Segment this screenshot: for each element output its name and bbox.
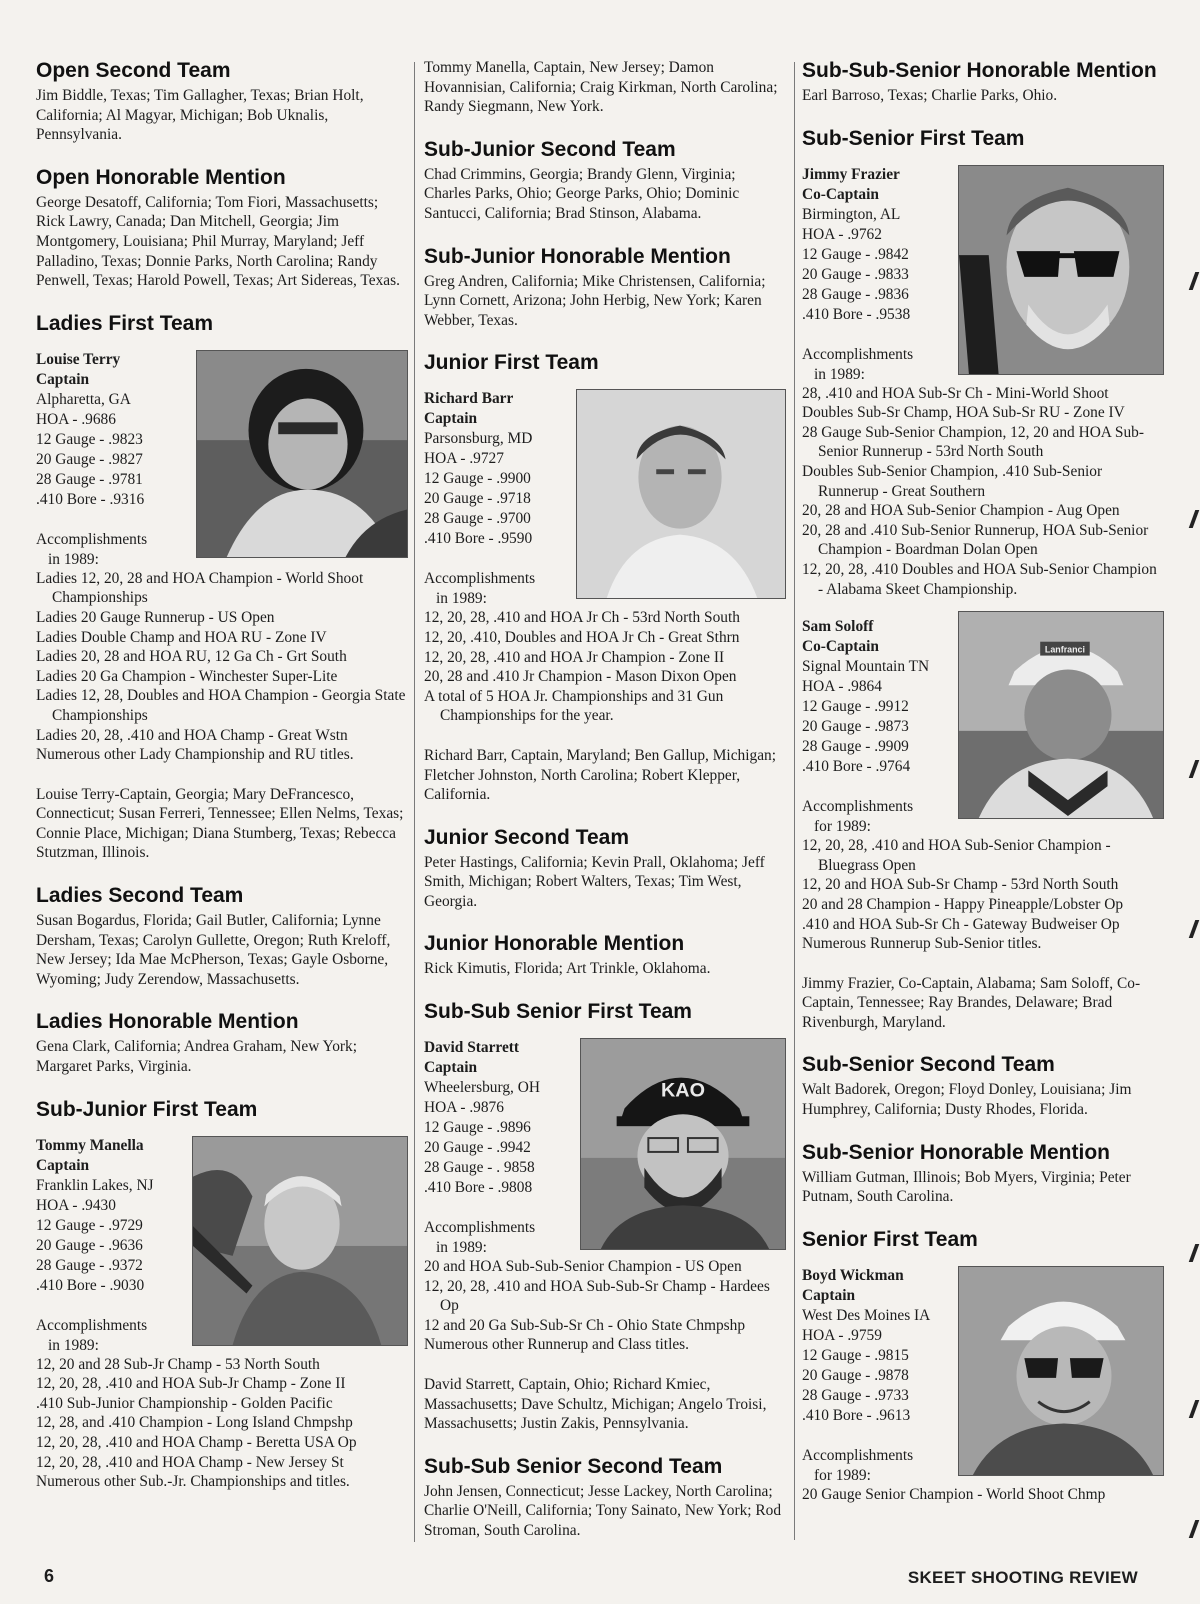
captain-photo [192, 1136, 408, 1346]
score-line: HOA - .9686 [36, 410, 116, 428]
section-sub-sub-senior-honorable-mention [802, 58, 1164, 106]
captain-name: Richard Barr [424, 390, 514, 408]
section-heading: Junior Second Team [424, 825, 629, 849]
section-sub-sub-senior-first-team [424, 999, 786, 1434]
section-sub-junior-honorable-mention [424, 244, 786, 331]
section-sub-junior-first-team [36, 1097, 408, 1492]
score-line: 28 Gauge - .9700 [424, 510, 531, 528]
accomplishment-item: 28 Gauge Sub-Senior Champion, 12, 20 and HOA Sub-Senior Runnerup - 53rd North South [802, 423, 1144, 461]
accomplishment-item: A total of 5 HOA Jr. Championships and 31 Gun Championships for the year. [424, 687, 724, 725]
section-sub-sub-senior-second-team [424, 1454, 786, 1541]
captain-role: Captain [802, 1286, 856, 1304]
hometown: Franklin Lakes, NJ [36, 1176, 154, 1194]
score-line: 20 Gauge - .9942 [424, 1139, 531, 1157]
publication-title: SKEET SHOOTING REVIEW [907, 1568, 1138, 1587]
accomplishments-label: Accomplishments [424, 570, 536, 588]
team-list: Walt Badorek, Oregon; Floyd Donley, Louisiana; Jim Humphrey, California; Dusty Rhodes, Florida. [802, 1081, 1132, 1119]
captain-photo [958, 1266, 1164, 1476]
section-heading: Ladies Honorable Mention [36, 1010, 299, 1034]
score-line: 12 Gauge - .9912 [802, 698, 909, 716]
section-heading: Sub-Sub Senior Second Team [424, 1454, 723, 1478]
captain-photo [576, 389, 786, 599]
section-ladies-first-team [36, 311, 408, 863]
section-open-honorable-mention [36, 165, 408, 291]
co-captain-profile [802, 617, 1164, 954]
team-roster: David Starrett, Captain, Ohio; Richard Kmiec, Massachusetts; Dave Schultz, Michigan; Angelo Troisi, Massachusetts; Justin Zakis, Pennsylvania. [424, 1376, 767, 1433]
section-heading: Sub-Junior Honorable Mention [424, 244, 731, 268]
page-number: 6 [44, 1566, 55, 1586]
score-line: 28 Gauge - .9733 [802, 1386, 909, 1404]
captain-photo [196, 350, 408, 558]
accomplishments-year: in 1989: [814, 365, 865, 383]
hometown: Parsonsburg, MD [424, 430, 533, 448]
accomplishments-label: Accomplishments [802, 1446, 914, 1464]
captain-profile [36, 350, 408, 765]
score-line: 28 Gauge - .9909 [802, 738, 909, 756]
accomplishment-item: 12, 20 and 28 Sub-Jr Champ - 53 North South [36, 1355, 320, 1373]
co-captain-photo [958, 611, 1164, 819]
co-captain-role: Co-Captain [802, 185, 879, 203]
section-sub-junior-second-team [424, 137, 786, 224]
score-line: 20 Gauge - .9833 [802, 265, 909, 283]
section-heading: Ladies Second Team [36, 884, 244, 908]
section-heading: Junior First Team [424, 351, 599, 375]
team-list: Peter Hastings, California; Kevin Prall, Oklahoma; Jeff Smith, Michigan; Robert Walters, Texas; Tim West, Georgia. [424, 853, 765, 910]
section-heading: Sub-Sub-Senior Honorable Mention [802, 59, 1157, 82]
co-captain-name: Jimmy Frazier [802, 165, 900, 183]
captain-profile [424, 1038, 786, 1355]
accomplishments-label: Accomplishments [802, 798, 914, 816]
score-line: .410 Bore - .9030 [36, 1276, 145, 1294]
score-line: 12 Gauge - .9815 [802, 1346, 909, 1364]
section-heading: Junior Honorable Mention [424, 932, 685, 956]
team-list: Rick Kimutis, Florida; Art Trinkle, Oklahoma. [424, 960, 711, 978]
accomplishment-item: 12, 20, 28, .410 and HOA Champ - Beretta USA Op [36, 1434, 357, 1451]
section-heading: Senior First Team [802, 1227, 978, 1251]
hometown: Signal Mountain TN [802, 658, 930, 676]
accomplishment-item: Numerous other Sub.-Jr. Championships and titles. [36, 1473, 350, 1491]
column-right [802, 58, 1164, 1550]
scan-edge-mark [1189, 760, 1200, 778]
score-line: 28 Gauge - .9372 [36, 1256, 143, 1274]
co-captain-profile [802, 165, 1164, 600]
scan-edge-mark [1189, 1244, 1200, 1262]
score-line: HOA - .9864 [802, 678, 882, 696]
accomplishment-item: 20, 28 and HOA Sub-Senior Champion - Aug Open [802, 502, 1120, 520]
accomplishment-item: 12, 20, 28, .410 and HOA Sub-Senior Champion - Bluegrass Open [802, 837, 1111, 874]
accomplishment-item: Numerous other Lady Championship and RU titles. [36, 746, 354, 764]
team-list: Gena Clark, California; Andrea Graham, New York; Margaret Parks, Virginia. [36, 1038, 357, 1076]
score-line: HOA - .9430 [36, 1196, 116, 1214]
hometown: Birmington, AL [802, 205, 901, 223]
section-senior-first-team [802, 1227, 1164, 1505]
team-list: John Jensen, Connecticut; Jesse Lackey, North Carolina; Charlie O'Neill, California; Tony Sainato, New York; Rod Stroman, South Carolina. [424, 1482, 782, 1539]
accomplishment-item: 12, 20, 28, .410 and HOA Sub-Jr Champ - Zone II [36, 1375, 346, 1393]
accomplishment-item: 12, 20, 28, .410 and HOA Champ - New Jersey St [36, 1453, 344, 1471]
team-list: George Desatoff, California; Tom Fiori, Massachusetts; Rick Lawry, Canada; Dan Mitchell, Georgia; Jim Montgomery, Louisiana; Phil Murray, Maryland; Jeff Palladino, Texas; Donnie Parks, North Carolina; Randy Penwell, Texas; Harold Powell, Texas; Art Sidereas, Texas. [36, 193, 400, 290]
accomplishments-year: for 1989: [814, 1466, 871, 1484]
score-line: HOA - .9762 [802, 225, 882, 243]
team-list: William Gutman, Illinois; Bob Myers, Virginia; Peter Putnam, South Carolina. [802, 1168, 1131, 1206]
section-sub-senior-first-team [802, 126, 1164, 1033]
team-list: Chad Crimmins, Georgia; Brandy Glenn, Virginia; Charles Parks, Ohio; George Parks, Ohio; Dominic Santucci, California; Brad Stinson, Alabama. [424, 165, 740, 222]
score-line: HOA - .9727 [424, 450, 504, 468]
score-line: 12 Gauge - .9900 [424, 470, 531, 488]
score-line: 20 Gauge - .9878 [802, 1366, 909, 1384]
captain-role: Captain [424, 410, 478, 428]
accomplishment-item: 12, 20, 28, .410 and HOA Sub-Sub-Sr Champ - Hardees Op [424, 1277, 770, 1315]
column-divider [414, 62, 415, 1542]
score-line: .410 Bore - .9538 [802, 305, 911, 323]
accomplishment-item: 12 and 20 Ga Sub-Sub-Sr Ch - Ohio State Chmpshp [424, 1316, 746, 1334]
captain-role: Captain [424, 1059, 478, 1077]
accomplishments-label: Accomplishments [424, 1219, 536, 1237]
captain-name: Boyd Wickman [802, 1266, 904, 1284]
section-ladies-second-team [36, 883, 408, 989]
accomplishment-item: Ladies 12, 20, 28 and HOA Champion - World Shoot Championships [36, 569, 364, 607]
accomplishment-item: Ladies 20, 28 and HOA RU, 12 Ga Ch - Grt South [36, 648, 347, 666]
scan-edge-mark [1189, 920, 1200, 938]
section-heading: Open Honorable Mention [36, 165, 286, 189]
score-line: 12 Gauge - .9842 [802, 245, 909, 263]
section-junior-honorable-mention [424, 931, 786, 979]
section-open-second-team [36, 58, 408, 145]
section-heading: Sub-Sub Senior First Team [424, 1000, 692, 1024]
section-junior-second-team [424, 825, 786, 912]
accomplishments-label: Accomplishments [36, 530, 148, 548]
scan-edge-mark [1189, 272, 1200, 290]
section-heading: Sub-Senior First Team [802, 126, 1025, 150]
score-line: .410 Bore - .9316 [36, 490, 145, 508]
scan-edge-mark [1189, 1400, 1200, 1418]
score-line: 20 Gauge - .9827 [36, 450, 143, 468]
accomplishment-item: Ladies 20, 28, .410 and HOA Champ - Great Wstn [36, 726, 348, 744]
scan-edge-mark [1189, 1520, 1200, 1538]
captain-role: Captain [36, 370, 90, 388]
team-list: Earl Barroso, Texas; Charlie Parks, Ohio. [802, 87, 1058, 104]
team-list: Susan Bogardus, Florida; Gail Butler, California; Lynne Dersham, Texas; Carolyn Gullette, Oregon; Ruth Kreloff, New Jersey; Ida Mae McPherson, Texas; Gayle Osborne, Wyoming; Judy Zerendow, Massachusetts. [36, 912, 391, 988]
score-line: .410 Bore - .9764 [802, 758, 911, 776]
accomplishment-item: 28, .410 and HOA Sub-Sr Ch - Mini-World Shoot [802, 384, 1109, 402]
accomplishment-item: 12, 20, .410, Doubles and HOA Jr Ch - Great Sthrn [424, 628, 740, 646]
co-captain-photo [958, 165, 1164, 375]
cap-logo: KAO [661, 1079, 705, 1102]
section-sub-senior-honorable-mention [802, 1140, 1164, 1207]
column-middle [424, 58, 786, 1550]
co-captain-role: Co-Captain [802, 638, 879, 656]
hometown: Wheelersburg, OH [424, 1079, 540, 1097]
co-captain-name: Sam Soloff [802, 618, 874, 636]
score-line: HOA - .9876 [424, 1099, 504, 1117]
accomplishments-year: for 1989: [814, 818, 871, 836]
accomplishment-item: 20, 28 and .410 Sub-Senior Runnerup, HOA Sub-Senior Champion - Boardman Dolan Open [802, 521, 1149, 559]
captain-name: Louise Terry [36, 350, 121, 368]
score-line: .410 Bore - .9808 [424, 1179, 533, 1197]
score-line: 28 Gauge - .9781 [36, 470, 143, 488]
accomplishment-item: 20, 28 and .410 Jr Champion - Mason Dixon Open [424, 668, 737, 686]
captain-name: Tommy Manella [36, 1136, 144, 1154]
accomplishments-label: Accomplishments [36, 1316, 148, 1334]
score-line: 12 Gauge - .9729 [36, 1216, 143, 1234]
hometown: West Des Moines IA [802, 1306, 931, 1324]
team-roster: Jimmy Frazier, Co-Captain, Alabama; Sam Soloff, Co-Captain, Tennessee; Ray Brandes, Delaware; Brad Rivenburgh, Maryland. [802, 974, 1141, 1031]
captain-photo [580, 1038, 786, 1250]
accomplishment-item: Ladies 12, 28, Doubles and HOA Champion - Georgia State Championships [36, 687, 406, 724]
captain-role: Captain [36, 1156, 90, 1174]
section-heading: Sub-Junior First Team [36, 1097, 258, 1121]
score-line: 20 Gauge - .9873 [802, 718, 909, 736]
section-ladies-honorable-mention [36, 1009, 408, 1076]
accomplishment-item: Numerous other Runnerup and Class titles. [424, 1336, 690, 1354]
team-list: Greg Andren, California; Mike Christensen, California; Lynn Cornett, Arizona; John Herbig, New York; Karen Webber, Texas. [424, 272, 766, 329]
column-divider [794, 62, 795, 1540]
accomplishment-item: 12, 20, 28, .410 and HOA Jr Ch - 53rd North South [424, 609, 740, 627]
accomplishment-item: Doubles Sub-Senior Champion, .410 Sub-Senior Runnerup - Great Southern [802, 462, 1103, 500]
accomplishment-item: Ladies 20 Ga Champion - Winchester Super-Lite [36, 667, 338, 685]
accomplishment-item: 12, 28, and .410 Champion - Long Island Chmpshp [36, 1414, 353, 1432]
accomplishment-item: Numerous Runnerup Sub-Senior titles. [802, 935, 1042, 953]
accomplishment-item: 12, 20 and HOA Sub-Sr Champ - 53rd North South [802, 876, 1119, 894]
score-line: 28 Gauge - .9836 [802, 285, 909, 303]
section-heading: Sub-Junior Second Team [424, 137, 676, 161]
cap-logo: Lanfranci [1044, 644, 1086, 655]
accomplishments-year: in 1989: [48, 550, 99, 568]
column-left [36, 58, 408, 1550]
captain-profile [424, 389, 786, 726]
score-line: .410 Bore - .9613 [802, 1406, 911, 1424]
score-line: .410 Bore - .9590 [424, 530, 533, 548]
score-line: 12 Gauge - .9896 [424, 1119, 531, 1137]
hometown: Alpharetta, GA [36, 390, 131, 408]
accomplishment-item: 20 and 28 Champion - Happy Pineapple/Lobster Op [802, 895, 1124, 913]
captain-name: David Starrett [424, 1039, 520, 1057]
accomplishments-year: in 1989: [436, 590, 487, 608]
team-list: Jim Biddle, Texas; Tim Gallagher, Texas; Brian Holt, California; Al Magyar, Michigan; Bob Uknalis, Pennsylvania. [36, 87, 364, 144]
section-heading: Ladies First Team [36, 311, 214, 335]
score-line: 20 Gauge - .9636 [36, 1236, 143, 1254]
accomplishment-item: Doubles Sub-Sr Champ, HOA Sub-Sr RU - Zone IV [802, 404, 1125, 422]
team-roster: Richard Barr, Captain, Maryland; Ben Gallup, Michigan; Fletcher Johnston, North Carolina; Robert Klepper, California. [424, 746, 777, 804]
accomplishment-item: 12, 20, 28, .410 Doubles and HOA Sub-Senior Champion - Alabama Skeet Championship. [802, 560, 1157, 598]
section-heading: Sub-Senior Second Team [802, 1053, 1055, 1077]
accomplishment-item: .410 and HOA Sub-Sr Ch - Gateway Budweiser Op [802, 915, 1120, 933]
accomplishments-label: Accomplishments [802, 345, 914, 363]
captain-profile [36, 1136, 408, 1492]
score-line: 28 Gauge - . 9858 [424, 1159, 535, 1177]
captain-profile [802, 1266, 1164, 1505]
score-line: 20 Gauge - .9718 [424, 490, 531, 508]
team-roster: Louise Terry-Captain, Georgia; Mary DeFrancesco, Connecticut; Susan Ferreri, Tennessee; Ellen Nelms, Texas; Connie Place, Michigan; Diana Stumberg, Texas; Rebecca Stutzman, Illinois. [36, 785, 404, 862]
accomplishment-item: Ladies 20 Gauge Runnerup - US Open [36, 608, 275, 626]
scan-edge-mark [1189, 510, 1200, 528]
accomplishment-item: Ladies Double Champ and HOA RU - Zone IV [36, 628, 327, 646]
score-line: HOA - .9759 [802, 1326, 882, 1344]
team-roster: Tommy Manella, Captain, New Jersey; Damon Hovannisian, California; Craig Kirkman, North Carolina; Randy Siegmann, New York. [424, 59, 778, 116]
accomplishment-item: 20 Gauge Senior Champion - World Shoot Chmp [802, 1485, 1106, 1503]
accomplishments-year: in 1989: [48, 1336, 99, 1354]
section-heading: Open Second Team [36, 59, 231, 82]
accomplishments-year: in 1989: [436, 1239, 487, 1257]
section-heading: Sub-Senior Honorable Mention [802, 1140, 1110, 1164]
score-line: 12 Gauge - .9823 [36, 430, 143, 448]
accomplishment-item: 12, 20, 28, .410 and HOA Jr Champion - Zone II [424, 648, 725, 666]
section-junior-first-team [424, 350, 786, 804]
accomplishment-item: 20 and HOA Sub-Sub-Senior Champion - US Open [424, 1258, 742, 1276]
section-sub-senior-second-team [802, 1052, 1164, 1119]
accomplishment-item: .410 Sub-Junior Championship - Golden Pacific [36, 1394, 333, 1412]
